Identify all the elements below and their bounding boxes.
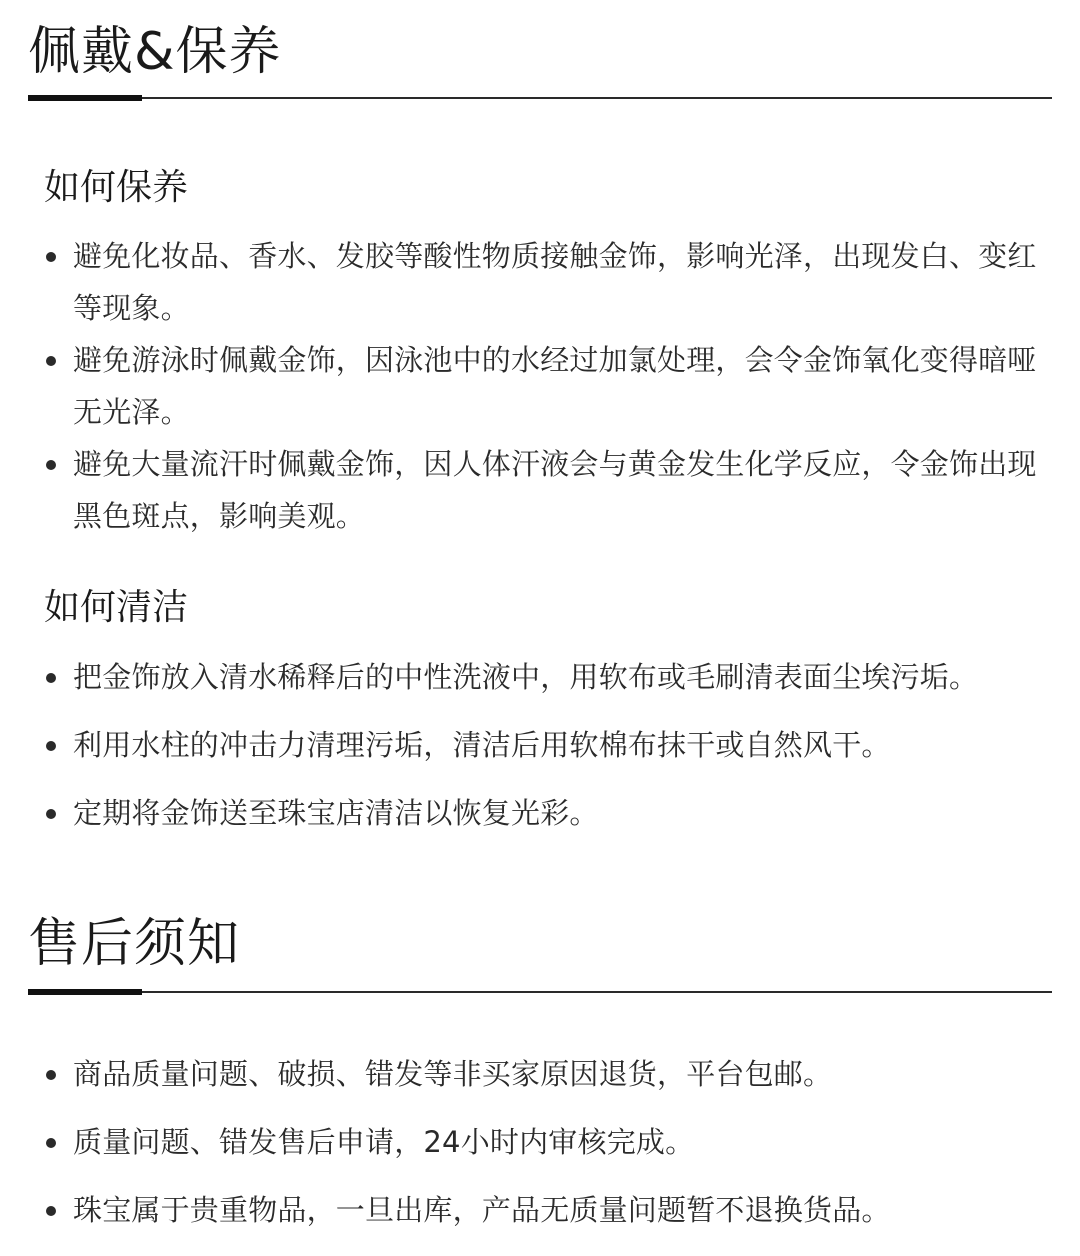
wear-care-divider [28, 97, 1052, 99]
list-item [44, 334, 1056, 438]
bullet-icon [46, 1206, 56, 1216]
list-item [44, 438, 1056, 542]
list-item-text: 避免大量流汗时佩戴金饰，因人体汗液会与黄金发生化学反应，令金饰出现黑色斑点，影响美观。 [73, 447, 1037, 533]
list-item-text: 避免化妆品、香水、发胶等酸性物质接触金饰，影响光泽，出现发白、变红等现象。 [73, 239, 1037, 325]
wear-care-title: 佩戴&保养 [28, 22, 282, 82]
after-sales-title: 售后须知 [28, 914, 241, 974]
after-sales-list [44, 1048, 1056, 1252]
how-to-maintain-list [44, 230, 1056, 542]
after-sales-divider-accent [28, 989, 142, 995]
list-item-text: 商品质量问题、破损、错发等非买家原因退货，平台包邮。 [73, 1057, 833, 1091]
list-item [44, 719, 1056, 771]
bullet-icon [46, 1138, 56, 1148]
bullet-icon [46, 741, 56, 751]
list-item-text: 利用水柱的冲击力清理污垢，清洁后用软棉布抹干或自然风干。 [73, 728, 891, 762]
bullet-icon [46, 460, 56, 470]
how-to-clean-list [44, 651, 1056, 855]
after-sales-divider [28, 991, 1052, 993]
list-item [44, 651, 1056, 703]
list-item-text: 把金饰放入清水稀释后的中性洗液中，用软布或毛刷清表面尘埃污垢。 [73, 660, 979, 694]
list-item [44, 1048, 1056, 1100]
how-to-maintain-heading: 如何保养 [44, 167, 189, 208]
bullet-icon [46, 673, 56, 683]
bullet-icon [46, 809, 56, 819]
bullet-icon [46, 1070, 56, 1080]
bullet-icon [46, 356, 56, 366]
how-to-clean-heading: 如何清洁 [44, 587, 189, 628]
list-item-text: 质量问题、错发售后申请，24小时内审核完成。 [73, 1125, 695, 1159]
list-item [44, 787, 1056, 839]
list-item-text: 避免游泳时佩戴金饰，因泳池中的水经过加氯处理，会令金饰氧化变得暗哑无光泽。 [73, 343, 1037, 429]
list-item [44, 1184, 1056, 1236]
wear-care-divider-accent [28, 95, 142, 101]
list-item-text: 定期将金饰送至珠宝店清洁以恢复光彩。 [73, 796, 599, 830]
list-item [44, 230, 1056, 334]
list-item-text: 珠宝属于贵重物品，一旦出库，产品无质量问题暂不退换货品。 [73, 1193, 891, 1227]
bullet-icon [46, 252, 56, 262]
list-item [44, 1116, 1056, 1168]
